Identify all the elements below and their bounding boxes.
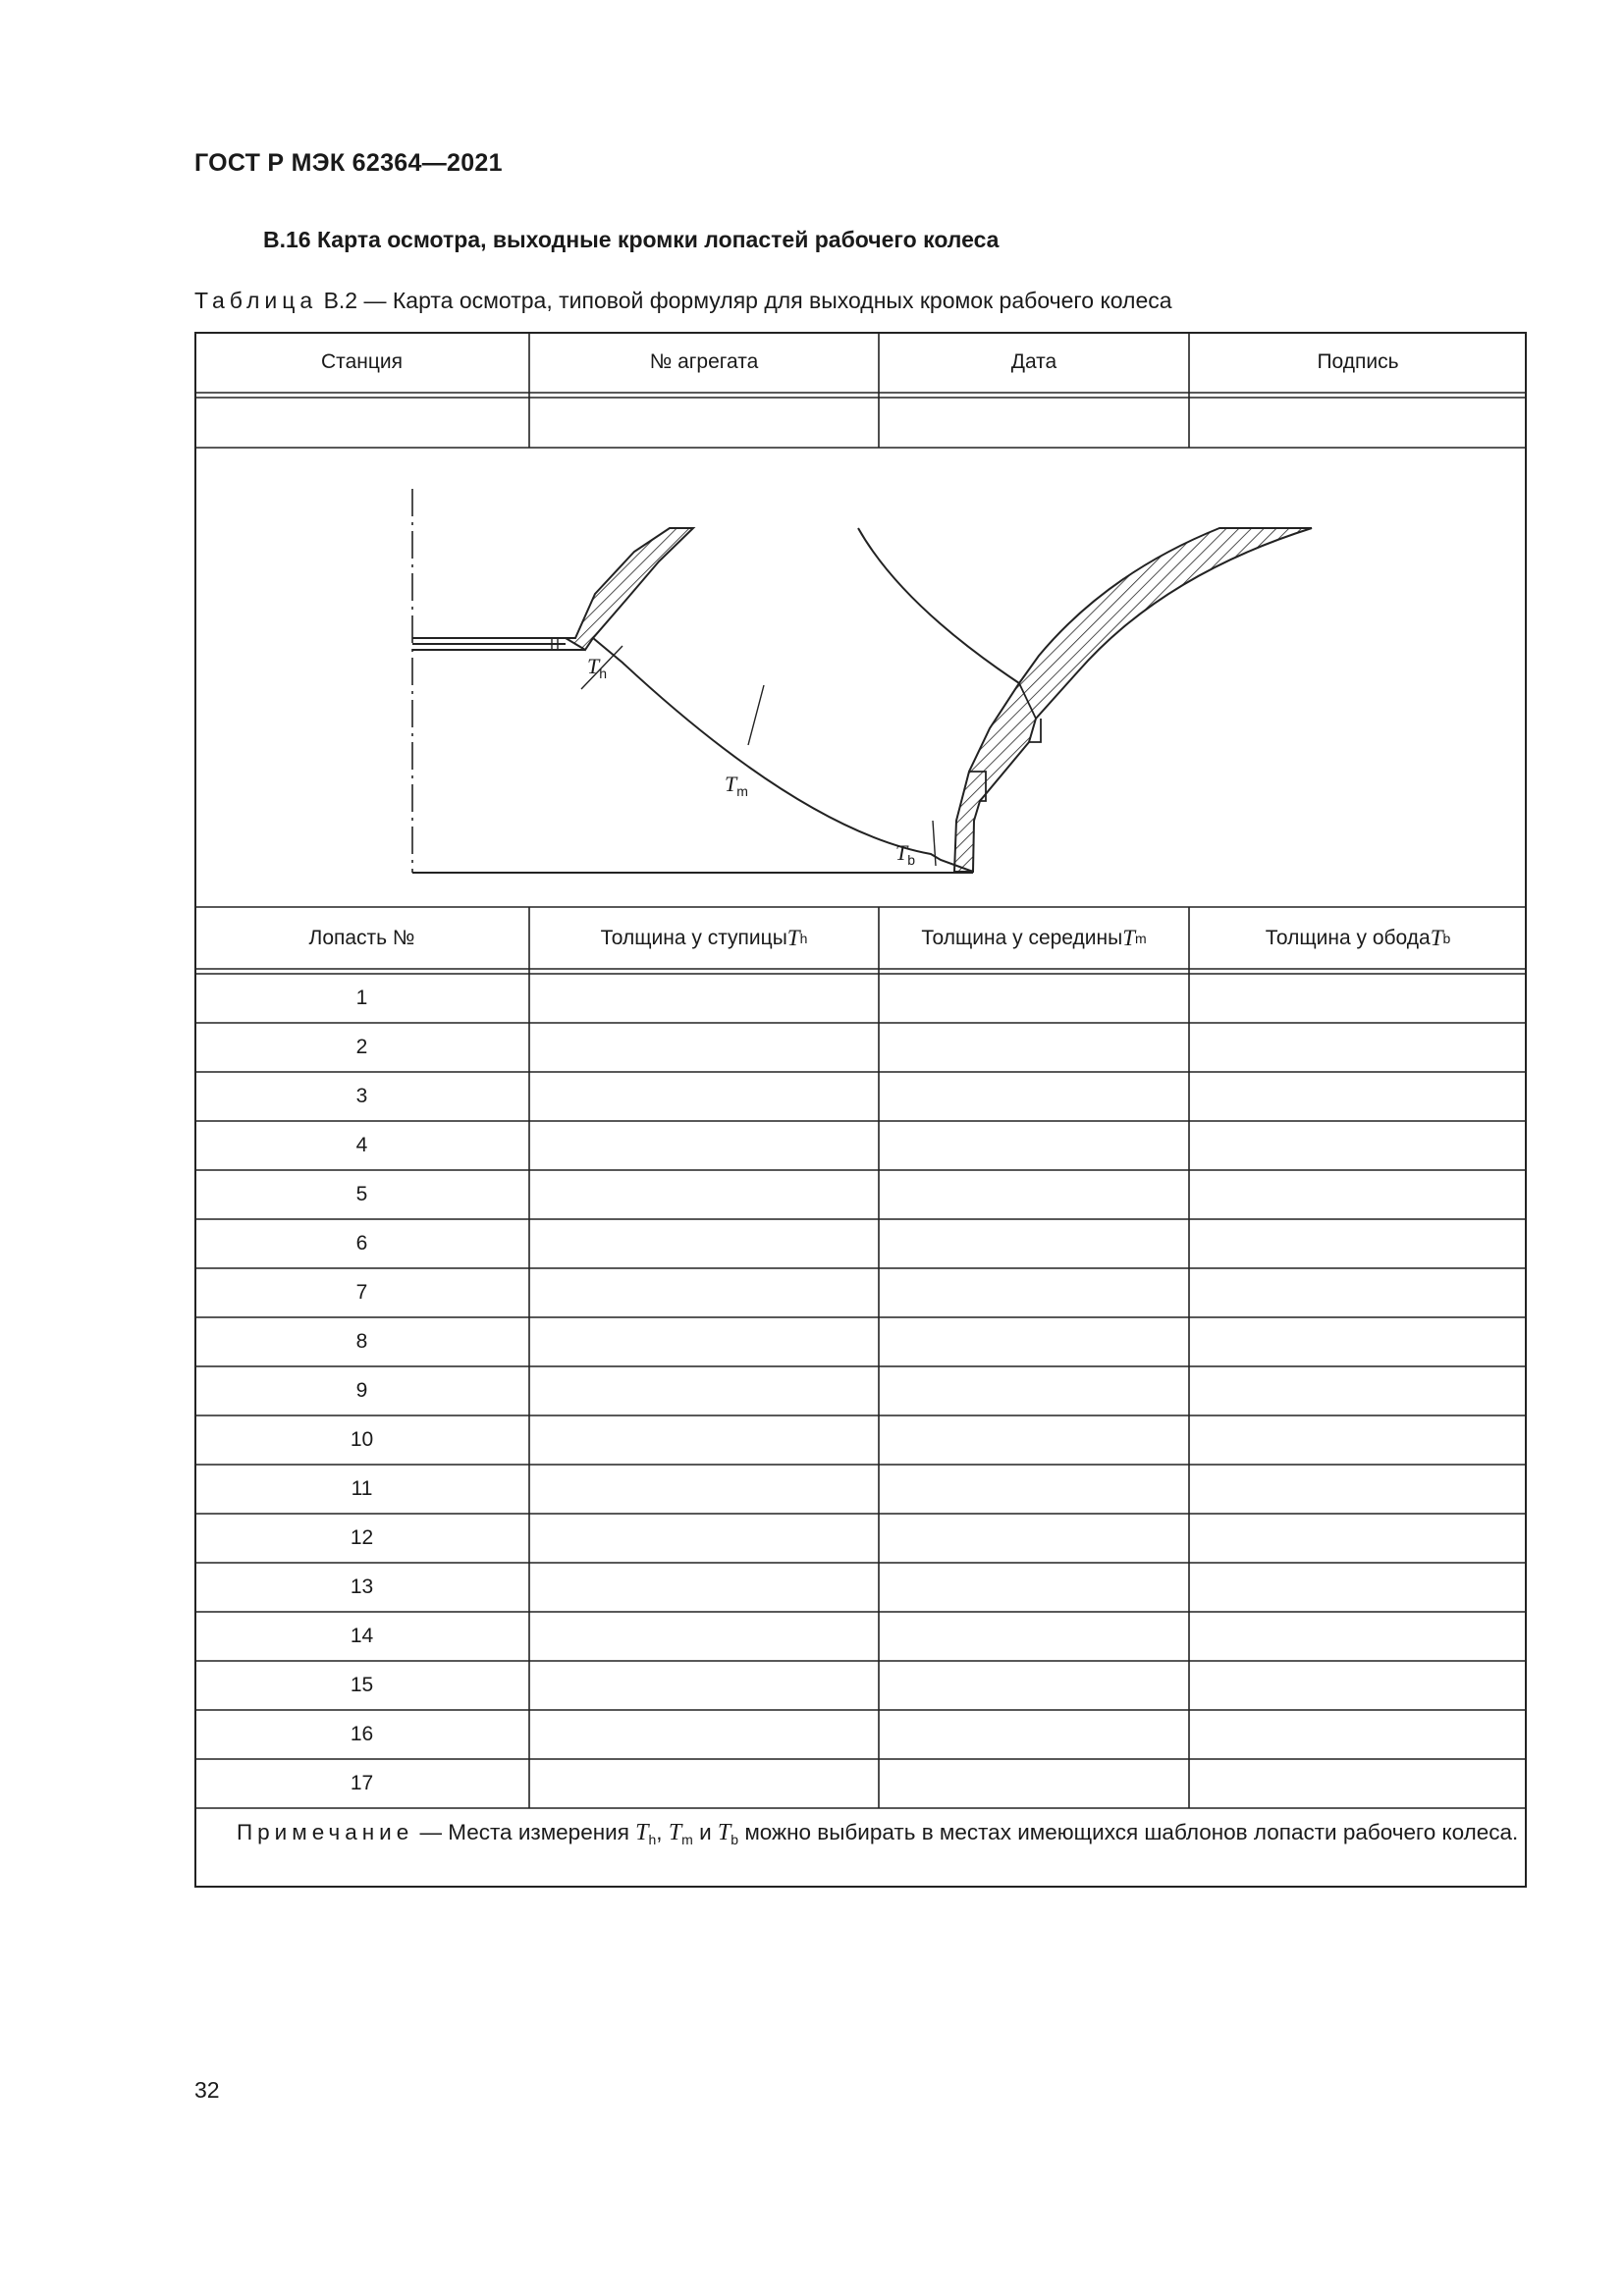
inspection-table bbox=[194, 332, 1527, 1888]
blade-row-number: 13 bbox=[350, 1575, 374, 1598]
standard-title: ГОСТ Р МЭК 62364—2021 bbox=[194, 149, 503, 177]
label-tm: $T_m$ bbox=[725, 772, 748, 799]
label-th: $T_h$ bbox=[587, 654, 608, 681]
blade-row-number: 10 bbox=[350, 1428, 374, 1451]
blade-outlet-edge bbox=[593, 638, 973, 872]
blade-row-number: 12 bbox=[350, 1526, 374, 1549]
blade-row-number: 4 bbox=[355, 1134, 368, 1156]
leader-tb bbox=[933, 821, 936, 866]
col-band-thickness: Толщина у обода T b bbox=[1265, 925, 1451, 950]
blade-row-number: 2 bbox=[355, 1036, 368, 1058]
header-date: Дата bbox=[1010, 350, 1057, 373]
blade-upper-edge bbox=[858, 528, 1019, 683]
col-blade-no: Лопасть № bbox=[308, 926, 415, 949]
section-heading: B.16 Карта осмотра, выходные кромки лопастей рабочего колеса bbox=[263, 227, 1000, 252]
blade-row-number: 15 bbox=[350, 1674, 374, 1696]
table-caption bbox=[194, 288, 1172, 314]
page-number: 32 bbox=[194, 2077, 220, 2103]
hub-crown-hatched bbox=[566, 528, 693, 650]
col-mid-thickness: Толщина у середины T m bbox=[921, 925, 1147, 950]
col-hub-thickness: Толщина у ступицы T h bbox=[600, 925, 808, 950]
blade-row-number: 14 bbox=[350, 1625, 374, 1647]
note-label: Примечание bbox=[237, 1820, 414, 1844]
runner-section-drawing bbox=[194, 448, 1527, 909]
table-caption-prefix: Таблица bbox=[194, 288, 318, 313]
blade-row-number: 8 bbox=[355, 1330, 368, 1353]
band-hatched bbox=[954, 528, 1312, 872]
blade-row-number: 5 bbox=[355, 1183, 368, 1205]
blade-row-number: 11 bbox=[351, 1477, 373, 1500]
header-signature: Подпись bbox=[1317, 350, 1399, 373]
blade-row-number: 17 bbox=[350, 1772, 374, 1794]
leader-tm bbox=[748, 685, 764, 745]
blade-row-number: 1 bbox=[355, 987, 368, 1009]
header-station: Станция bbox=[321, 350, 403, 373]
blade-row-number: 6 bbox=[355, 1232, 368, 1255]
table-note: Примечание — Места измерения $T_h$, $T_m$ и $T_b$ можно выбирать в местах имеющихся шаблонов лопасти рабочего колеса. bbox=[237, 1820, 1519, 1847]
header-unit-no: № агрегата bbox=[649, 350, 759, 373]
table-caption-text: B.2 — Карта осмотра, типовой формуляр для выходных кромок рабочего колеса bbox=[317, 288, 1172, 313]
blade-row-number: 3 bbox=[355, 1085, 368, 1107]
blade-row-number: 7 bbox=[355, 1281, 368, 1304]
blade-row-number: 9 bbox=[355, 1379, 368, 1402]
blade-row-number: 16 bbox=[350, 1723, 374, 1745]
label-tb: $T_b$ bbox=[895, 840, 916, 868]
